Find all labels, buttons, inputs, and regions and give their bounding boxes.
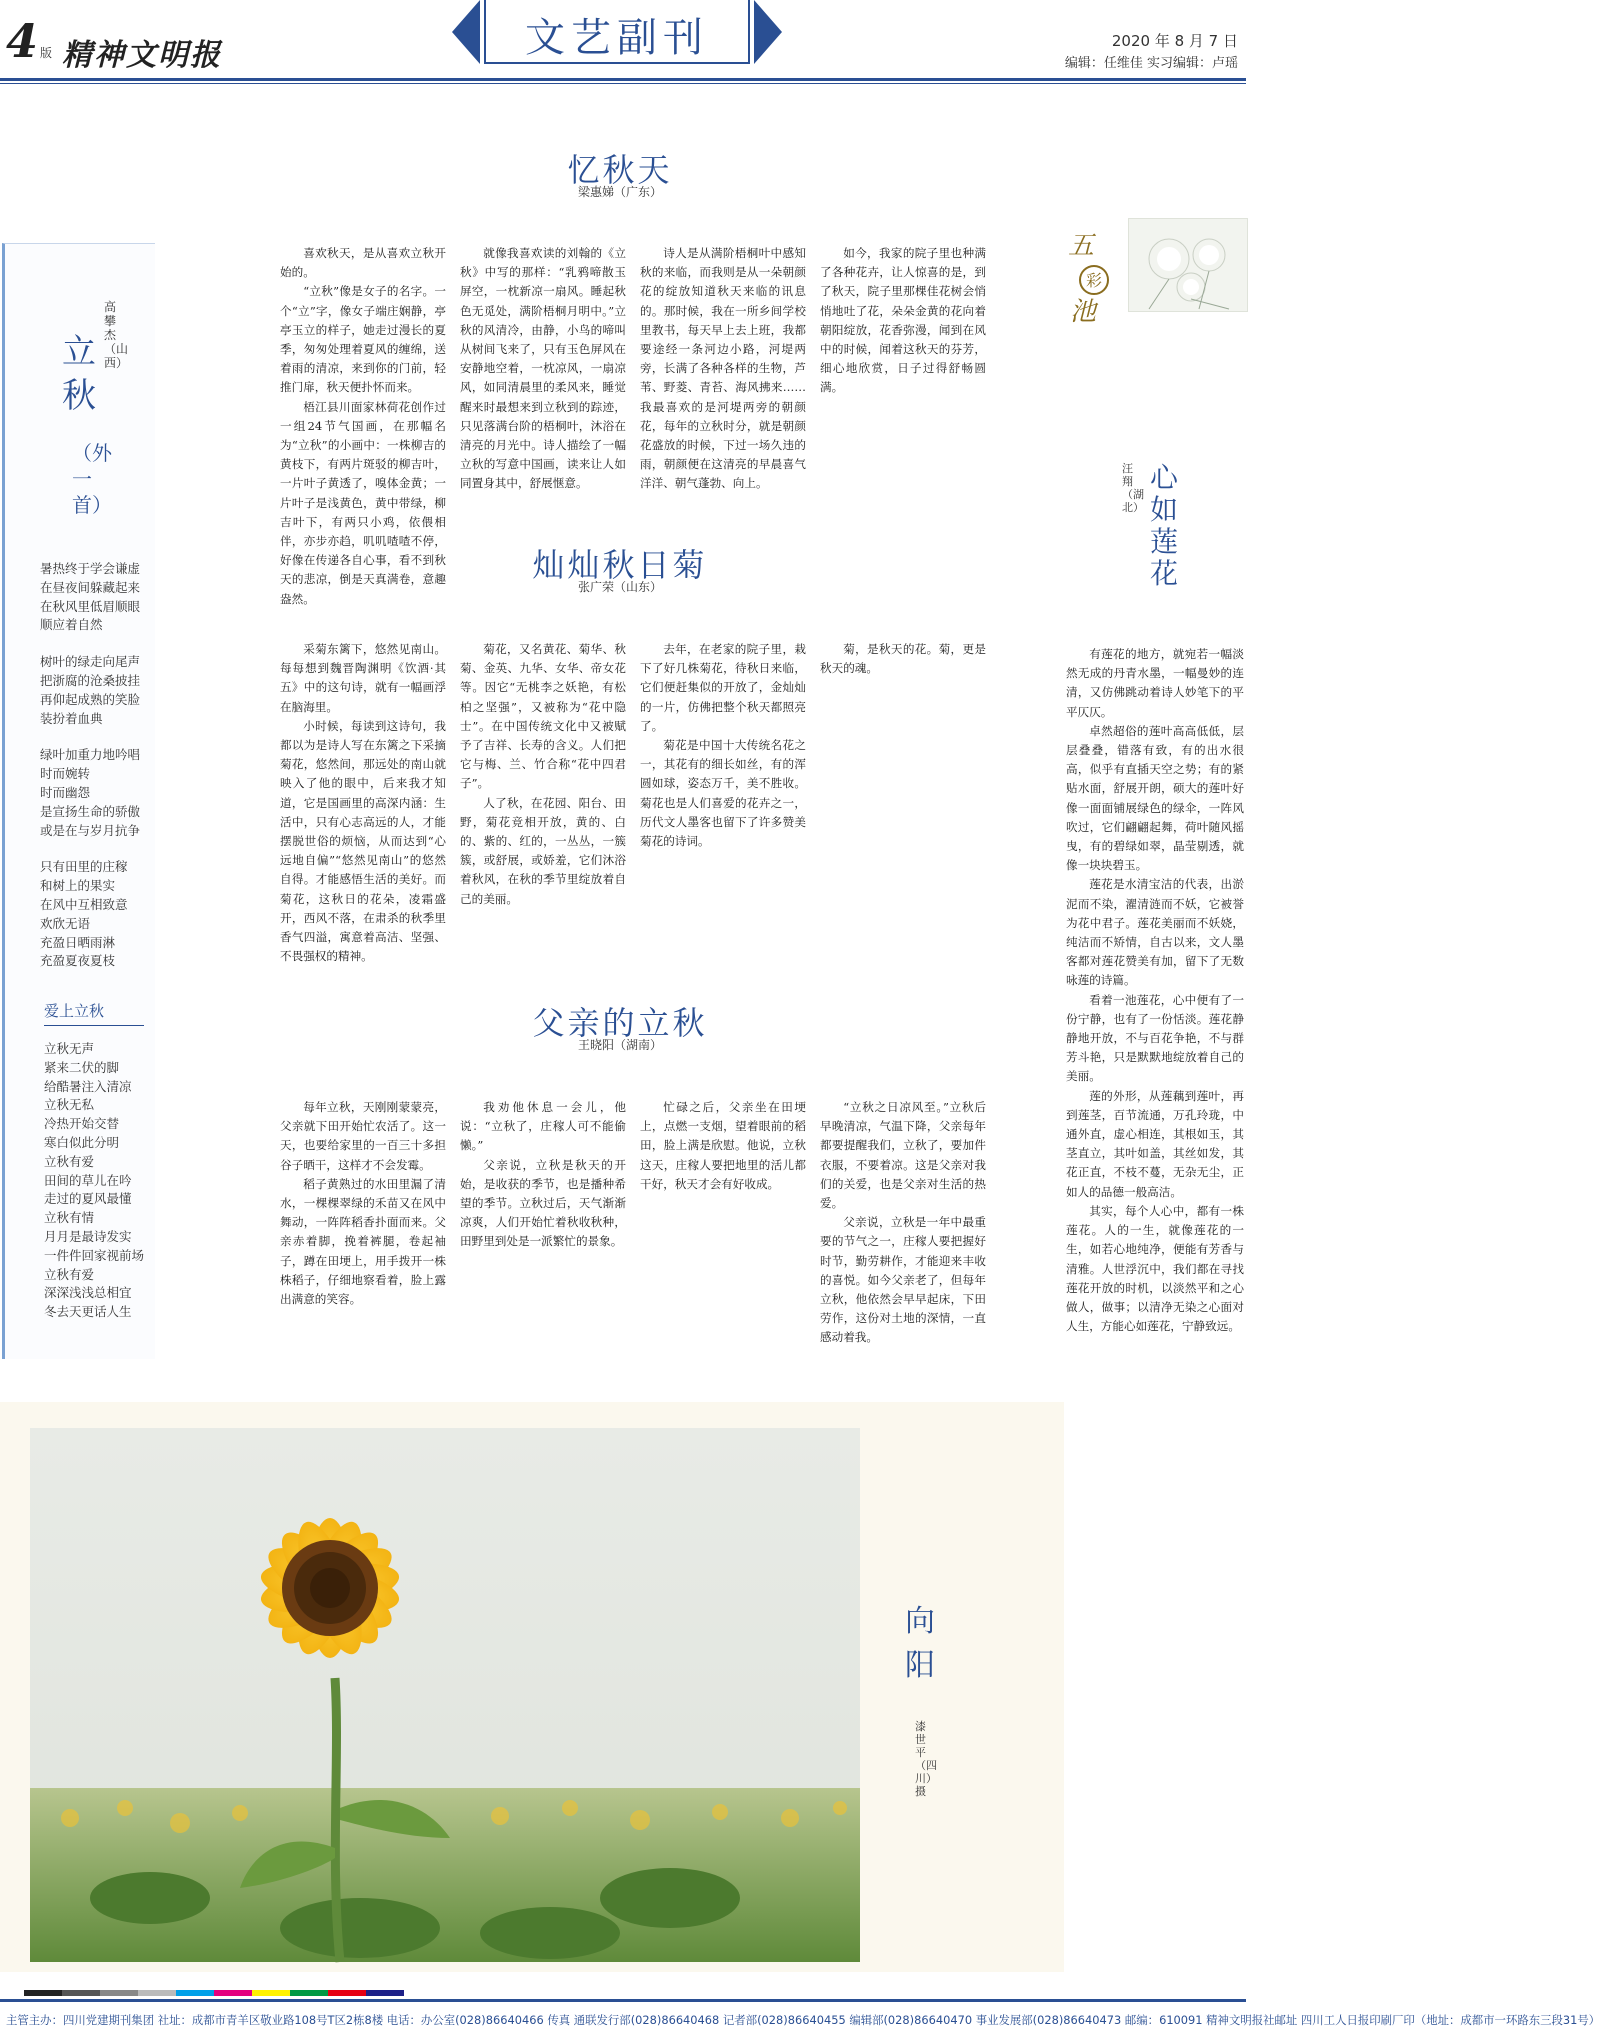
essay3-column — [280, 1098, 446, 1378]
poem-line: 和树上的果实 — [40, 878, 116, 894]
color-registration-marks — [24, 1990, 404, 1996]
poem-line: 在秋风里低眉顺眼 — [40, 598, 141, 614]
poem-line: 立秋有爱 — [44, 1266, 95, 1282]
poem-line: 田间的草儿在吟 — [44, 1172, 132, 1188]
poem-title: 立秋 — [62, 332, 96, 416]
column-logo — [1060, 222, 1122, 332]
paragraph: 每年立秋，天刚刚蒙蒙亮，父亲就下田开始忙农活了。这一天，也要给家里的一百三十多担谷子晒干，这样才不会发霉。 — [280, 1100, 446, 1172]
essay3-title: 父亲的立秋 — [532, 1004, 708, 1042]
essay1-title: 忆秋天 — [567, 151, 673, 189]
paragraph: 我劝他休息一会儿，他说：“立秋了，庄稼人可不能偷懒。” — [460, 1100, 626, 1153]
paragraph: 卓然超俗的莲叶高高低低，层层叠叠，错落有致，有的出水很高，似乎有直插天空之势；有的紧贴水面，舒展开朗，硕大的莲叶好像一面面铺展绿色的绿伞，一阵风吹过，它们翩翩起舞，荷叶随风摇曳，有的碧绿如翠，晶莹剔透，就像一块块碧玉。 — [1066, 723, 1244, 873]
essay2-column — [640, 640, 806, 965]
poem-line: 暑热终于学会谦虚 — [40, 561, 141, 576]
essay4-author: 汪翔（湖北） — [1122, 462, 1144, 514]
paragraph: 稻子黄熟过的水田里漏了清水，一棵棵翠绿的禾苗又在风中舞动，一阵阵稻香扑面而来。父亲赤着脚，挽着裤腿，卷起袖子，蹲在田埂上，用手拨开一株株稻子，仔细地察看着，脸上露出满意的笑容。 — [280, 1176, 446, 1307]
poem2-title: 爱上立秋 — [44, 1002, 105, 1020]
poem-line: 绿叶加重力地吟唱 — [40, 747, 141, 763]
essay4-title: 心如莲花 — [1150, 461, 1179, 590]
poem-line: 装扮着血典 — [40, 710, 103, 726]
poem-line: 在昼夜间躲藏起来 — [40, 579, 141, 595]
column-logo-char: 池 — [1070, 297, 1097, 327]
paragraph: 喜欢秋天，是从喜欢立秋开始的。 — [280, 246, 446, 280]
editors-line: 编辑：任维佳 实习编辑：卢瑶 — [1064, 56, 1238, 71]
poem-line: 欢欣无语 — [40, 915, 91, 931]
page-number: 4 — [6, 14, 39, 68]
poem-line: 立秋无声 — [44, 1041, 95, 1056]
paragraph: 诗人是从满阶梧桐叶中感知秋的来临，而我则是从一朵朝颜花的绽放知道秋天来临的讯息的。那时候，我在一所乡间学校里教书，每天早上去上班，我都要途经一条河边小路，河堤两旁，长满了各种各样的生物，芦苇、野菱、青苔、海风拂来……我最喜欢的是河堤两旁的朝颜花，每年的立秋时分，就是朝颜花盛放的时候，下过一场久违的雨，朝颜便在这清亮的早晨喜气洋洋、朝气蓬勃、向上。 — [640, 246, 806, 491]
poem-line: 寒白似此分明 — [44, 1134, 120, 1150]
essay1-column — [820, 244, 986, 509]
paragraph: 梧江县川面家林荷花创作过一组24节气国画，在那幅名为“立秋”的小画中：一株柳吉的黄枝下，有两片斑驳的柳吉叶，一片叶子黄透了，嗅体金黄；一片叶子是浅黄色，黄中带绿，柳吉叶下，有两只小鸡，依偎相伴，亦步亦趋，叽叽喳喳不停，好像在传递各自心事，看不到秋天的悲凉，倒是天真满卷，意趣盎然。 — [280, 399, 446, 606]
poem-line: 或是在与岁月抗争 — [40, 822, 141, 838]
section-title: 文艺副刊 — [525, 15, 709, 61]
essay1-column — [640, 244, 806, 509]
essay2-column — [820, 640, 986, 965]
photo-credit: 漆世平（四川）摄 — [915, 1720, 937, 1798]
poem-line: 立秋有爱 — [44, 1153, 95, 1169]
section-banner — [452, 0, 782, 64]
essay2-body — [280, 640, 986, 965]
essay2-column — [280, 640, 446, 965]
poem-body — [40, 560, 160, 971]
essay2-author: 张广荣（山东） — [577, 580, 662, 594]
paragraph: 就像我喜欢读的刘翰的《立秋》中写的那样：“乳鸦啼散玉屏空，一枕新凉一扇风。睡起秋色无觅处，满阶梧桐月明中。”立秋的风清冷，由静，小鸟的啼叫从树间飞来了，只有玉色屏风在安静地空着，一枕凉风，一扇凉风，如同清晨里的柔风来，睡觉醒来时最想来到立秋到的踪迹，只见落满台阶的梧桐叶，沐浴在清亮的月光中。诗人描绘了一幅立秋的写意中国画，读来让人如同置身其中，舒展惬意。 — [460, 246, 626, 491]
essay3-body — [280, 1098, 986, 1378]
header-rule — [0, 78, 1246, 81]
poem-line: 紧来二伏的脚 — [44, 1059, 120, 1075]
essay3-column — [640, 1098, 806, 1378]
poem-line: 充盈夏夜夏枝 — [40, 953, 116, 969]
paragraph: 莲的外形，从莲藕到莲叶，再到莲茎，百节流通，万孔玲珑，中通外直，虚心相连，其根如玉，其茎直立，其叶如盖，其丝如发，其花正直，不枝不蔓，无杂无尘，正如人的品德一般高洁。 — [1066, 1088, 1244, 1199]
essay4-body — [1066, 645, 1244, 1336]
sunflower-photo — [30, 1428, 860, 1962]
paragraph: 如今，我家的院子里也种满了各种花卉，让人惊喜的是，到了秋天，院子里那棵佳花树会悄悄地吐了花，朵朵金黄的花向着朝阳绽放，花香弥漫，闻到在风中的时候，闻着这秋天的芬芳，细心地欣赏，日子过得舒畅圆满。 — [820, 246, 986, 395]
publisher-footer: 主管主办：四川党建期刊集团 社址：成都市青羊区敬业路108号T区2栋8楼 电话：办公室(028)86640466 传真 通联发行部(028)86640468 记者部(028)86640455 编辑部(028)86640470 事业发展部(028)86640473 邮编：610091 精神文明报社邮址 四川工人日报印刷厂印（地址：成都市一环路东三段31号） — [6, 2013, 1600, 2027]
poem-line: 立秋有情 — [44, 1210, 95, 1226]
header-rule-thin — [0, 83, 1246, 84]
poem-line: 深深浅浅总相宜 — [44, 1285, 132, 1301]
poem2-body — [44, 1040, 162, 1322]
essay2-title: 灿灿秋日菊 — [532, 546, 708, 584]
poem-line: 走过的夏风最懂 — [44, 1191, 132, 1207]
essay3-column — [820, 1098, 986, 1378]
poem-line: 充盈日晒雨淋 — [40, 934, 116, 950]
poem-subtitle: （外一首） — [72, 441, 112, 517]
poem-line: 给酷暑注入清凉 — [44, 1078, 132, 1094]
paragraph: 忙碌之后，父亲坐在田埂上，点燃一支烟，望着眼前的稻田，脸上满是欣慰。他说，立秋这天，庄稼人要把地里的活儿都干好，秋天才会有好收成。 — [640, 1100, 806, 1191]
paragraph: 看着一池莲花，心中便有了一份宁静，也有了一份恬淡。莲花静静地开放，不与百花争艳，不与群芳斗艳，只是默默地绽放着自己的美丽。 — [1066, 992, 1244, 1084]
essay3-column — [460, 1098, 626, 1378]
poem-author: 高攀杰（山西） — [104, 300, 129, 370]
poem-line: 冬去天更话人生 — [44, 1304, 132, 1320]
poem-line: 是宣扬生命的骄傲 — [40, 803, 141, 819]
poem-line: 在风中互相致意 — [40, 896, 128, 912]
footer-rule — [0, 1999, 1246, 2002]
essay3-author: 王晓阳（湖南） — [577, 1038, 662, 1052]
poem-line: 月月是最诗发实 — [44, 1228, 132, 1244]
poem-line: 顺应着自然 — [40, 617, 103, 633]
stanza-gap — [40, 840, 160, 858]
paragraph: 莲花是水清宝洁的代表，出淤泥而不染，濯清涟而不妖，它被誉为花中君子。莲花美丽而不妖娆，纯洁而不矫情，自古以来，文人墨客都对莲花赞美有加，留下了无数咏莲的诗篇。 — [1066, 877, 1244, 988]
essay1-column — [460, 244, 626, 509]
newspaper-name: 精神文明报 — [62, 38, 222, 73]
paragraph: 菊花是中国十大传统名花之一，其花有的细长如丝，有的浑圆如球，姿态万千，美不胜收。菊花也是人们喜爱的花卉之一，历代文人墨客也留下了许多赞美菊花的诗词。 — [640, 738, 806, 849]
photo-title: 向阳 — [905, 1604, 935, 1683]
poem-line: 时而幽怨 — [40, 784, 91, 800]
essay1-column — [280, 244, 446, 606]
poem-line: 时而婉转 — [40, 766, 91, 782]
page-number-suffix: 版 — [40, 46, 53, 60]
stanza-gap — [40, 635, 160, 653]
poem-line: 只有田里的庄稼 — [40, 859, 128, 875]
paragraph: “立秋”像是女子的名字。一个“立”字，像女子端庄娴静，亭亭玉立的样子，她走过漫长的夏季，匆匆处理着夏风的缠绵，送着雨的清凉，来到你的门前，轻推门扉，秋天便扑怀而来。 — [280, 284, 446, 395]
paragraph: 其实，每个人心中，都有一株莲花。人的一生，就像莲花的一生，如若心地纯净，便能有芳香与清雅。人世浮沉中，我们都在寻找莲花开放的时机，以淡然平和之心做人，做事；以清净无染之心面对人生，方能心如莲花，宁静致远。 — [1066, 1203, 1244, 1334]
paragraph: 采菊东篱下，悠然见南山。每每想到魏晋陶渊明《饮酒·其五》中的这句诗，就有一幅画浮在脑海里。 — [280, 642, 446, 714]
column-logo-char: 五 — [1068, 231, 1095, 261]
issue-date: 2020 年 8 月 7 日 — [1111, 32, 1238, 50]
paragraph: 菊，是秋天的花。菊，更是秋天的魂。 — [820, 642, 986, 676]
flower-illustration — [1128, 218, 1248, 312]
poem-line: 一件件回家视前场 — [44, 1247, 145, 1263]
paragraph: 人了秋，在花园、阳台、田野，菊花竞相开放，黄的、白的、紫的、红的，一丛丛，一簇簇，或舒展，或娇羞，它们沐浴着秋风，在秋的季节里绽放着自己的美丽。 — [460, 795, 626, 906]
paragraph: 小时候，每读到这诗句，我都以为是诗人写在东篱之下采摘菊花，悠然间，那远处的南山就映入了他的眼中，后来我才知道，它是国画里的高深内涵：生活中，只有心志高远的人，才能摆脱世俗的烦恼，从而达到“心远地自偏”“悠然见南山”的悠然自得。才能感悟生活的美好。而菊花，这秋日的花朵，凌霜盛开，西风不落，在肃杀的秋季里香气四溢，寓意着高洁、坚强、不畏强权的精神。 — [280, 718, 446, 964]
paragraph: 去年，在老家的院子里，栽下了好几株菊花，待秋日来临，它们便赶集似的开放了，金灿灿的一片，仿佛把整个秋天都照亮了。 — [640, 642, 806, 733]
paragraph: 有莲花的地方，就宛若一幅淡然无成的丹青水墨，一幅曼妙的连清，又仿佛跳动着诗人妙笔下的平平仄仄。 — [1066, 647, 1244, 719]
essay2-column — [460, 640, 626, 965]
essay1-author: 梁惠娣（广东） — [577, 185, 662, 199]
paragraph: 父亲说，立秋是秋天的开始，是收获的季节，也是播种希望的季节。立秋过后，天气渐渐凉爽，人们开始忙着秋收秋种，田野里到处是一派繁忙的景象。 — [460, 1157, 626, 1249]
poem2-underline — [44, 1025, 144, 1026]
poem-line: 树叶的绿走向尾声 — [40, 654, 141, 670]
poem-line: 冷热开始交替 — [44, 1116, 120, 1132]
paragraph: “立秋之日凉风至。”立秋后早晚清凉，气温下降，父亲每年都要提醒我们，立秋了，要加件衣服，不要着凉。这是父亲对我们的关爱，也是父亲对生活的热爱。 — [820, 1100, 986, 1211]
paragraph: 菊花，又名黄花、菊华、秋菊、金英、九华、女华、帝女花等。因它“无桃李之妖艳，有松柏之坚强”，又被称为“花中隐士”。在中国传统文化中又被赋予了吉祥、长寿的含义。人们把它与梅、兰、竹合称“花中四君子”。 — [460, 642, 626, 791]
paragraph: 父亲说，立秋是一年中最重要的节气之一，庄稼人要把握好时节，勤劳耕作，才能迎来丰收的喜悦。如今父亲老了，但每年立秋，他依然会早早起床，下田劳作，这份对土地的深情，一直感动着我。 — [820, 1215, 986, 1345]
poem-line: 立秋无私 — [44, 1097, 95, 1113]
stanza-gap — [40, 728, 160, 746]
poem-line: 把浙腐的沧桑披挂 — [40, 672, 141, 688]
column-logo-char: 彩 — [1086, 271, 1103, 290]
poem-line: 再仰起成熟的笑脸 — [40, 691, 141, 707]
